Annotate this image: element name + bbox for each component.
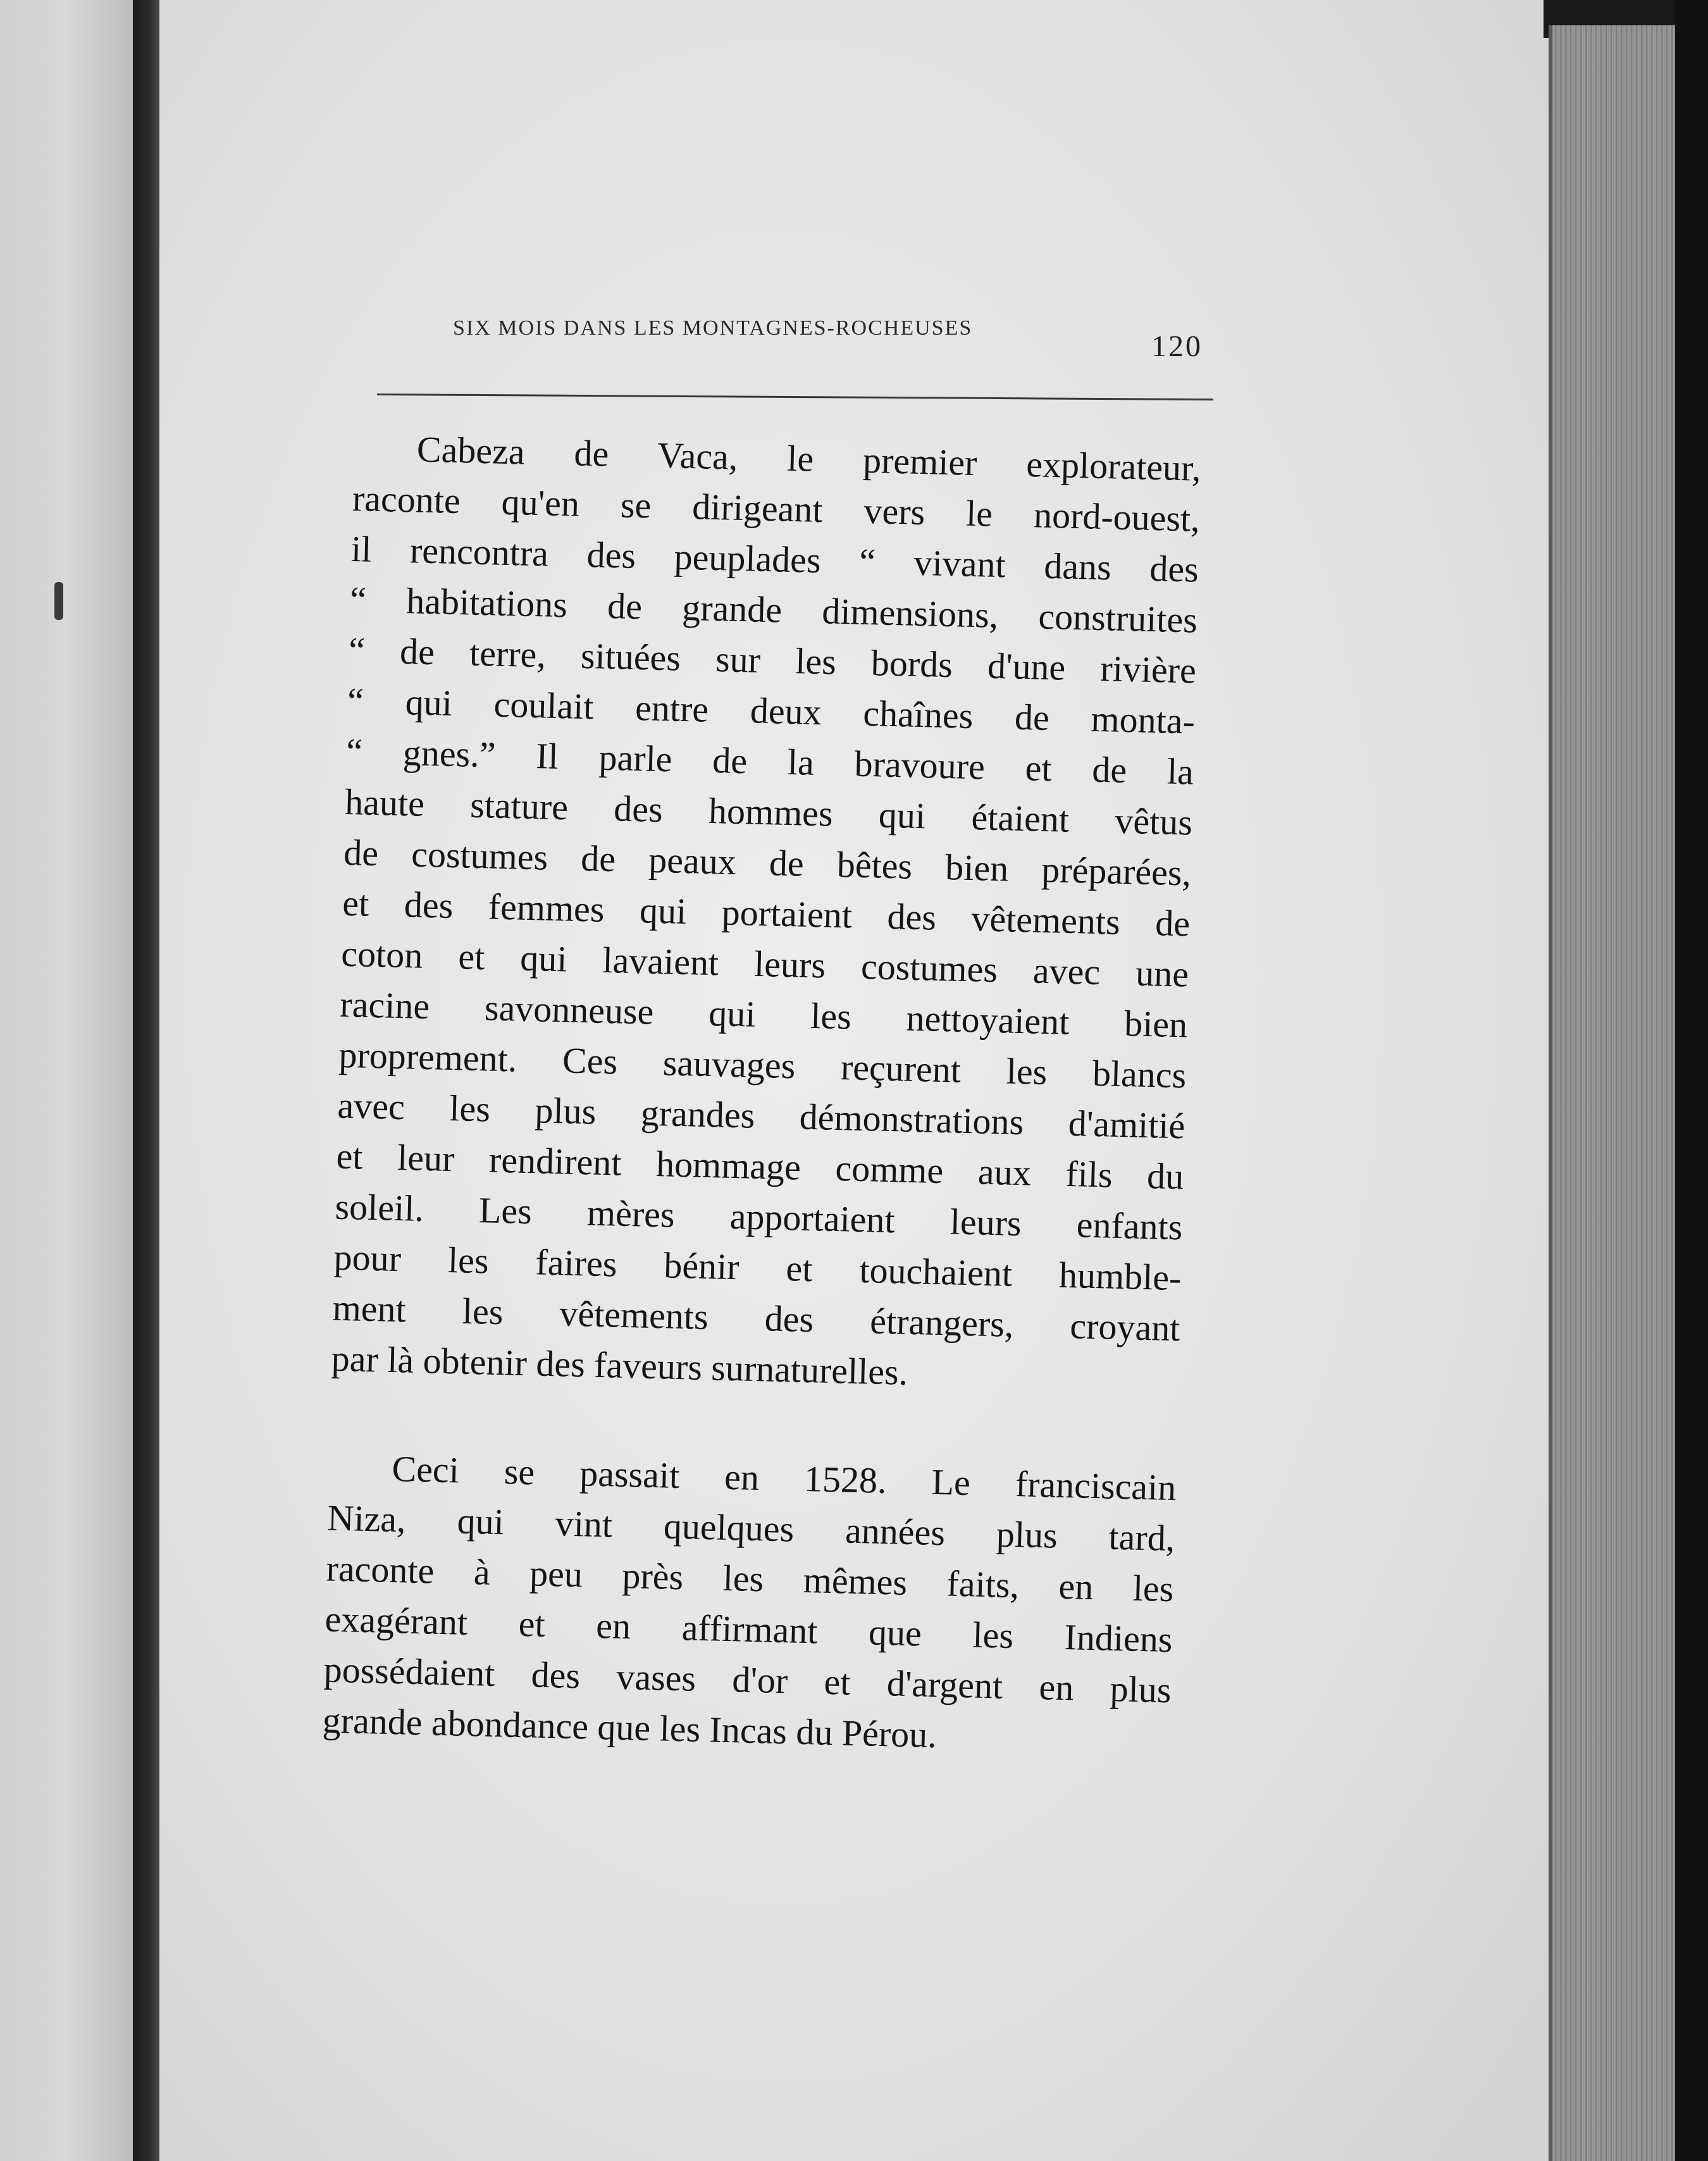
text-line: et leur rendirent hommage comme aux fils du [335, 1135, 1185, 1198]
text-line: raconte à peu près les mêmes faits, en les [325, 1547, 1175, 1610]
page-edges [1549, 25, 1679, 2161]
page-number: 120 [1151, 330, 1203, 363]
paragraph-1 [331, 423, 1202, 1404]
text-line: avec les plus grandes démonstrations d'amitié [337, 1084, 1186, 1147]
book-gutter [133, 0, 159, 2161]
text-line: Cabeza de Vaca, le premier explorateur, [416, 428, 1202, 489]
text-line: ment les vêtements des étrangers, croyant [332, 1287, 1181, 1349]
text-line: coton et qui lavaient leurs costumes avec une [340, 932, 1189, 995]
text-line: de costumes de peaux de bêtes bien préparées, [343, 831, 1192, 894]
text-line: “ qui coulait entre deux chaînes de monta- [347, 679, 1196, 742]
ink-mark [54, 582, 63, 620]
text-line: possédaient des vases d'or et d'argent en plus [323, 1649, 1172, 1711]
text-line: raconte qu'en se dirigeant vers le nord-ouest, [352, 477, 1201, 540]
text-line: soleil. Les mères apportaient leurs enfants [334, 1186, 1184, 1248]
previous-page-edge [0, 0, 133, 2161]
text-line: “ gnes.” Il parle de la bravoure et de la [345, 730, 1194, 793]
text-line: racine savonneuse qui les nettoyaient bien [339, 983, 1188, 1046]
text-line: par là obtenir des faveurs surnaturelles. [331, 1337, 908, 1393]
text-line: il rencontra des peuplades “ vivant dans des [350, 528, 1199, 590]
text-line: Ceci se passait en 1528. Le franciscain [391, 1447, 1177, 1509]
text-line: pour les faires bénir et touchaient humble- [333, 1236, 1182, 1299]
text-line: Niza, qui vint quelques années plus tard, [326, 1497, 1176, 1559]
body-text [322, 423, 1202, 1766]
text-line: proprement. Ces sauvages reçurent les blancs [338, 1034, 1187, 1096]
scan-border [1675, 0, 1708, 2161]
text-line: et des femmes qui portaient des vêtements de [342, 882, 1191, 944]
text-line: “ habitations de grande dimensions, construites [349, 578, 1198, 641]
text-line: haute stature des hommes qui étaient vêtus [344, 781, 1193, 843]
text-line: grande abondance que les Incas du Pérou. [322, 1699, 938, 1756]
text-line: exagérant et en affirmant que les Indiens [324, 1598, 1173, 1661]
paragraph-2 [322, 1442, 1177, 1767]
running-head: SIX MOIS DANS LES MONTAGNES-ROCHEUSES [453, 316, 973, 340]
text-line: “ de terre, situées sur les bords d'une rivière [348, 629, 1197, 691]
